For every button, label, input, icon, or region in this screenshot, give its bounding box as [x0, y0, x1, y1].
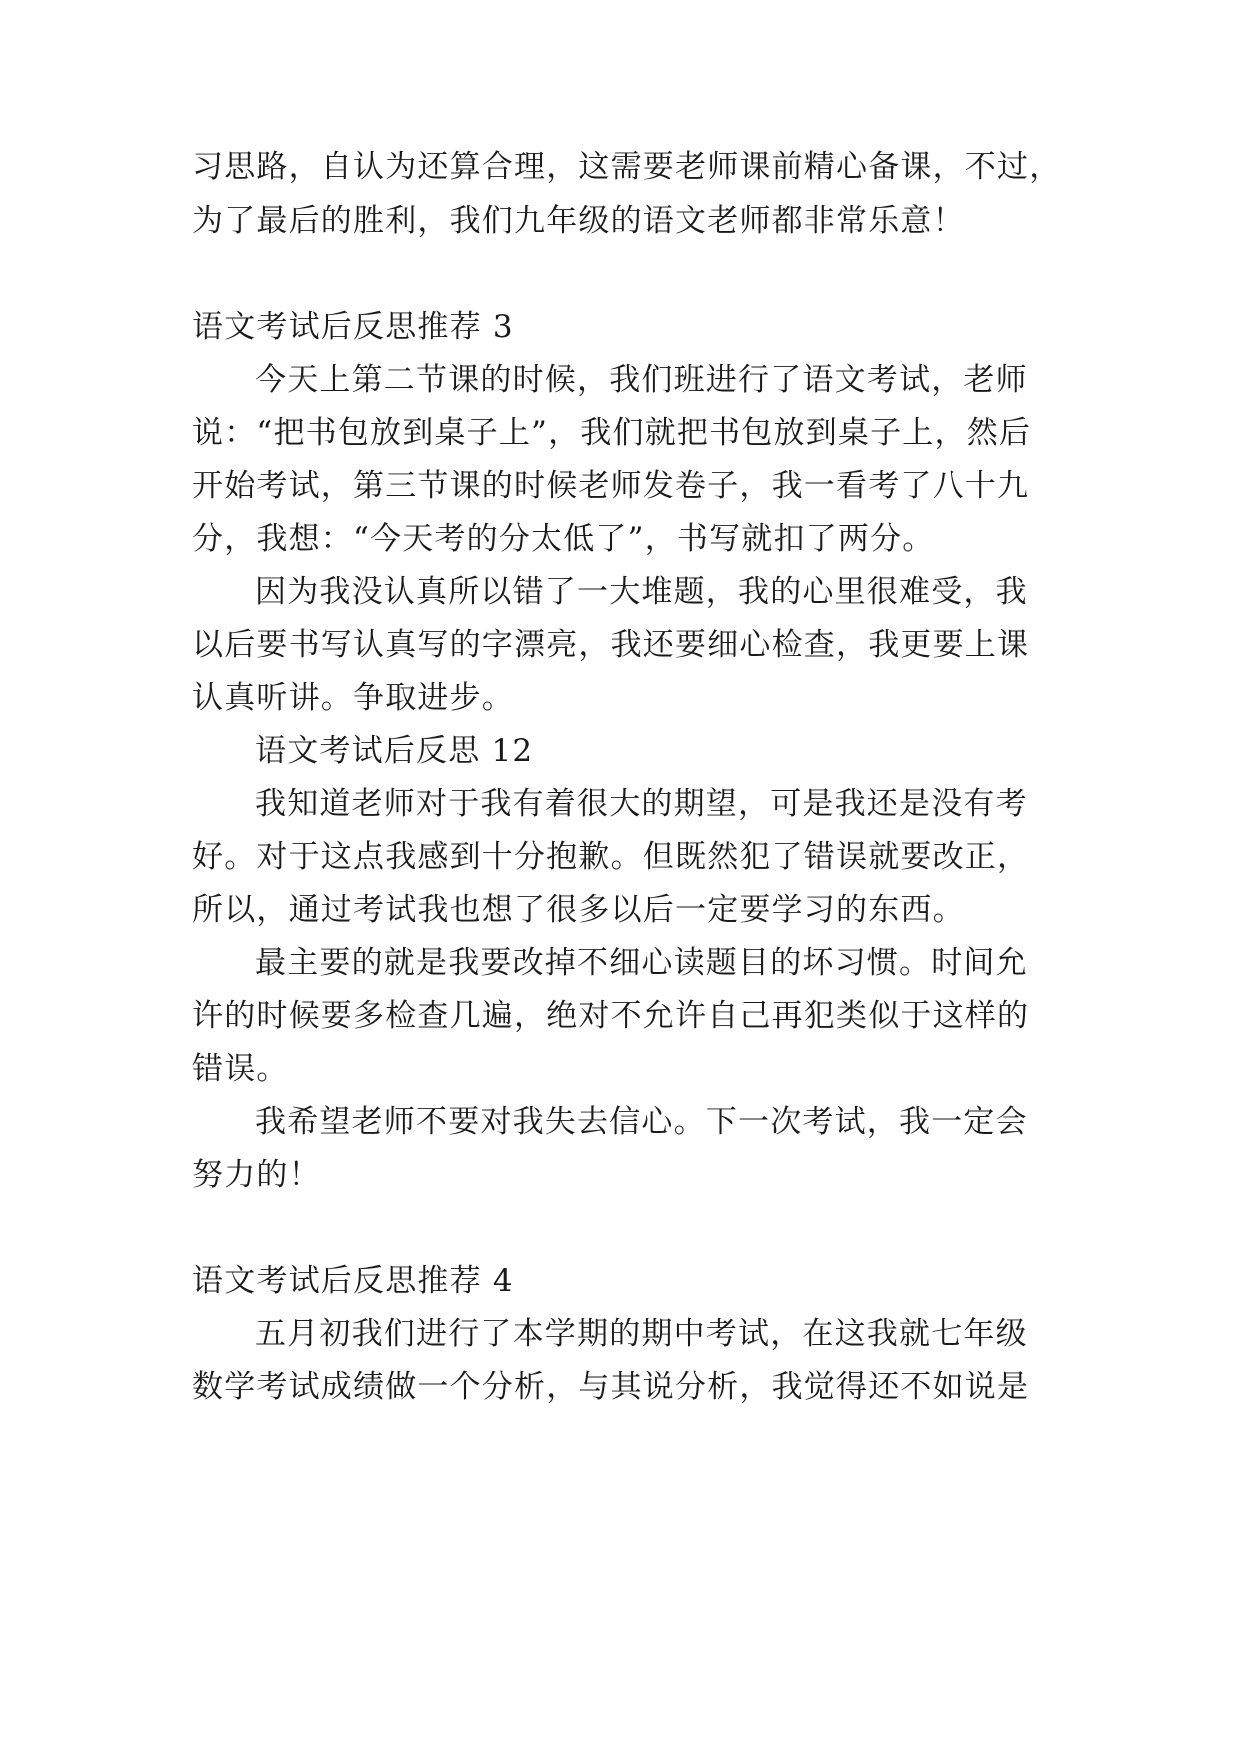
- paragraph-first-line: 五月初我们进行了本学期的期中考试，在这我就七年级: [255, 1316, 1028, 1352]
- paragraph-first-line: 今天上第二节课的时候，我们班进行了语文考试，老师: [255, 362, 1028, 398]
- body-line: 为了最后的胜利，我们九年级的语文老师都非常乐意！: [192, 203, 965, 239]
- body-line: 开始考试，第三节课的时候老师发卷子，我一看考了八十九: [192, 468, 1030, 504]
- body-line: 错误。: [192, 1051, 289, 1087]
- body-line: 好。对于这点我感到十分抱歉。但既然犯了错误就要改正，: [192, 839, 1030, 875]
- body-line: 分，我想：“今天考的分太低了”，书写就扣了两分。: [192, 521, 935, 557]
- body-line: 认真听讲。争取进步。: [192, 680, 514, 716]
- body-line: 说：“把书包放到桌子上”，我们就把书包放到桌子上，然后: [192, 415, 1032, 451]
- section-heading: 语文考试后反思推荐 3: [192, 309, 514, 345]
- body-line: 努力的！: [192, 1157, 321, 1193]
- body-line: 许的时候要多检查几遍，绝对不允许自己再犯类似于这样的: [192, 998, 1030, 1034]
- body-line: 以后要书写认真写的字漂亮，我还要细心检查，我更要上课: [192, 627, 1030, 663]
- body-line: 数学考试成绩做一个分析，与其说分析，我觉得还不如说是: [192, 1369, 1030, 1405]
- section-heading: 语文考试后反思推荐 4: [192, 1263, 514, 1299]
- paragraph-first-line: 我希望老师不要对我失去信心。下一次考试，我一定会: [255, 1104, 1028, 1140]
- body-line: 习思路，自认为还算合理，这需要老师课前精心备课，不过，: [192, 149, 1062, 185]
- sub-heading: 语文考试后反思 12: [255, 733, 534, 769]
- paragraph-first-line: 因为我没认真所以错了一大堆题，我的心里很难受，我: [255, 574, 1028, 610]
- paragraph-first-line: 我知道老师对于我有着很大的期望，可是我还是没有考: [255, 786, 1028, 822]
- body-line: 所以，通过考试我也想了很多以后一定要学习的东西。: [192, 892, 965, 928]
- paragraph-first-line: 最主要的就是我要改掉不细心读题目的坏习惯。时间允: [255, 945, 1028, 981]
